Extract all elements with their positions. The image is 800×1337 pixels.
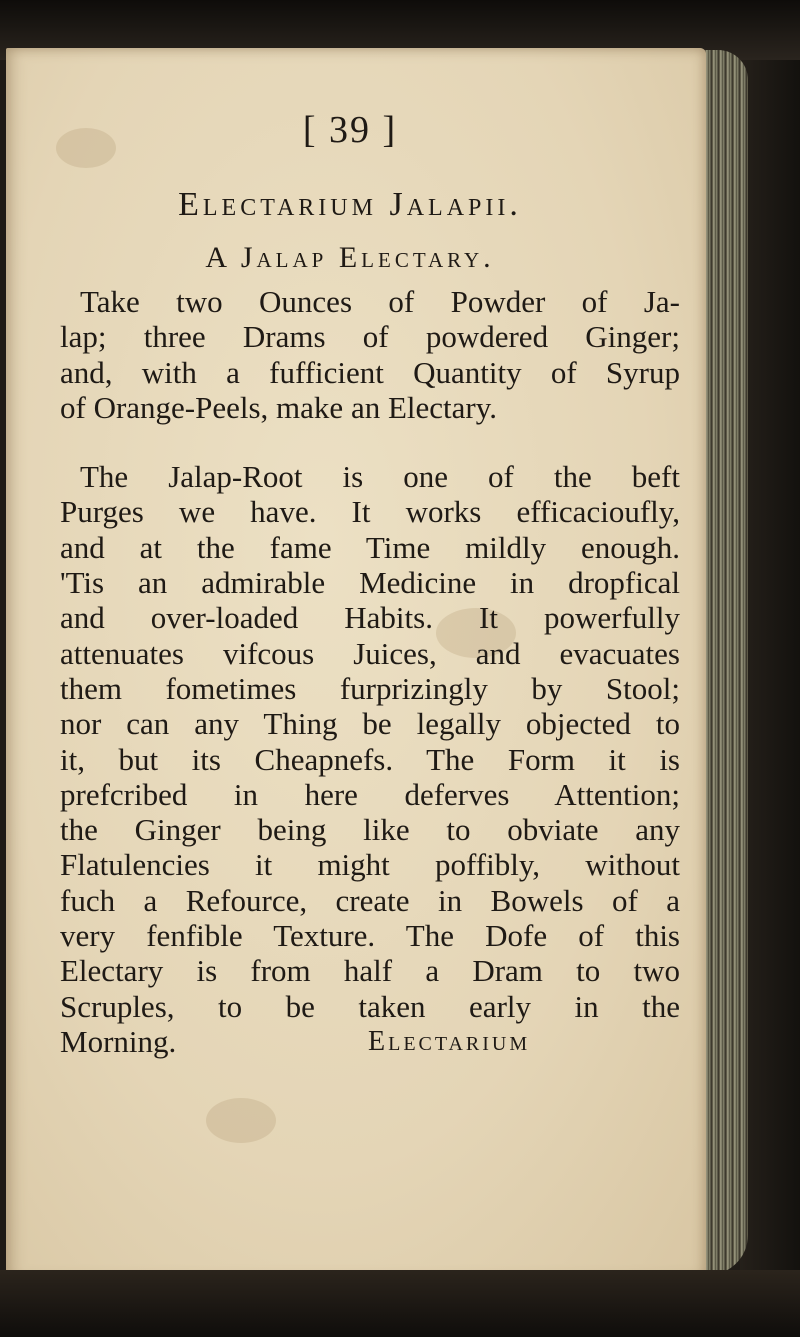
text-line: them fometimes furprizingly by Stool; [60,670,680,706]
text-line: 'Tis an admirable Medicine in dropfical [60,565,680,601]
text-line: it, but its Cheapnefs. The Form it is [60,741,680,777]
text-line: nor can any Thing be legally objected to [60,706,680,742]
text-line: prefcribed in here deferves Attention; [60,776,680,812]
section-title: Electarium Jalapii. [178,186,522,223]
text-line: very fenfible Texture. The Dofe of this [60,918,680,954]
text-line: Morning. [60,1023,177,1059]
text-line: of Orange-Peels, make an Electary. [60,389,497,425]
text-line: Scruples, to be taken early in the [60,988,680,1024]
text-line: and, with a fufficient Quantity of Syrup [60,354,680,390]
text-line: Electary is from half a Dram to two [60,953,680,989]
text-line: Purges we have. It works efficacioufly, [60,494,680,530]
text-line: the Ginger being like to obviate any [60,812,680,848]
text-line: attenuates vifcous Juices, and evacuates [60,635,680,671]
scan-background-bottom [0,1270,800,1337]
text-line: The Jalap-Root is one of the beft [80,459,680,495]
page-number: [ 39 ] [302,109,398,151]
paragraph-gap [60,425,680,459]
catchword: Electarium [368,1026,531,1057]
foxing-spot [206,1098,276,1143]
section-subtitle: A Jalap Electary. [205,241,495,274]
text-line: and over-loaded Habits. It powerfully [60,600,680,636]
body-text [60,284,680,1059]
text-line: and at the fame Time mildly enough. [60,529,680,565]
text-line: Take two Ounces of Powder of Ja- [80,284,680,319]
text-line: fuch a Refource, create in Bowels of a [60,882,680,918]
book-fore-edge-shadow [740,60,800,1280]
text-line: lap; three Drams of powdered Ginger; [60,319,680,355]
text-line: Flatulencies it might poffibly, without [60,847,680,883]
